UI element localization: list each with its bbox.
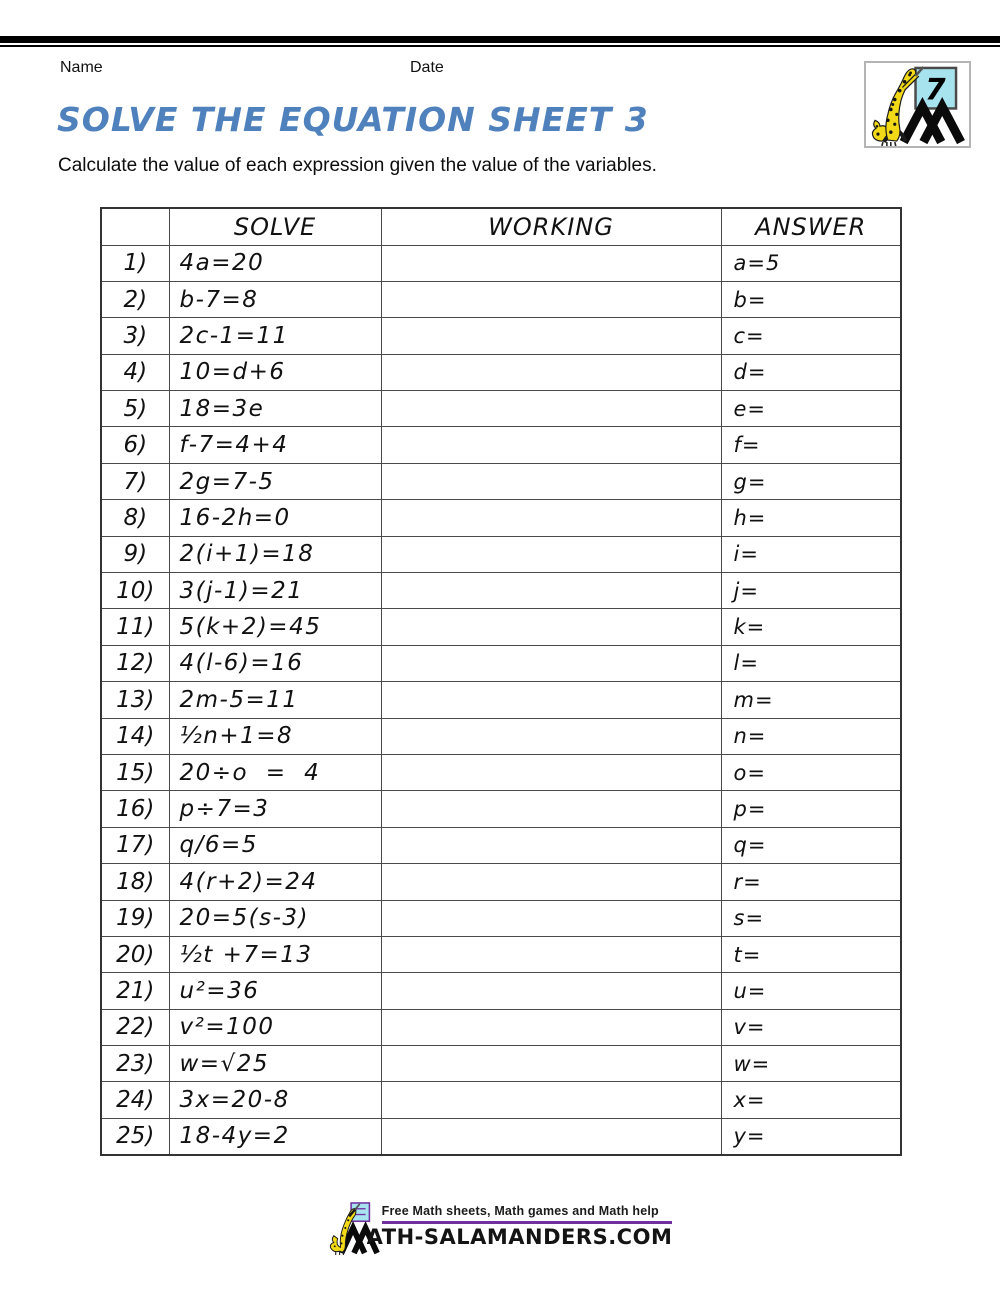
footer: [0, 1200, 1000, 1256]
row-number: 4): [101, 354, 169, 390]
equation-cell: 20÷o = 4: [169, 754, 381, 790]
top-rule: [0, 36, 1000, 47]
row-number: 13): [101, 682, 169, 718]
row-number: 16): [101, 791, 169, 827]
equation-cell: 4(r+2)=24: [169, 864, 381, 900]
answer-cell: f=: [721, 427, 901, 463]
row-number: 12): [101, 645, 169, 681]
equation-cell: 2m-5=11: [169, 682, 381, 718]
answer-cell: m=: [721, 682, 901, 718]
working-cell: [381, 936, 721, 972]
working-cell: [381, 973, 721, 1009]
row-number: 23): [101, 1046, 169, 1082]
equation-cell: b-7=8: [169, 281, 381, 317]
equation-row: [101, 864, 901, 900]
equation-cell: w=√25: [169, 1046, 381, 1082]
site-logo: [864, 61, 971, 148]
corner-cell: [101, 208, 169, 245]
answer-cell: b=: [721, 281, 901, 317]
answer-cell: r=: [721, 864, 901, 900]
equation-cell: 18-4y=2: [169, 1118, 381, 1154]
working-cell: [381, 718, 721, 754]
answer-cell: c=: [721, 318, 901, 354]
equation-row: [101, 245, 901, 281]
working-cell: [381, 827, 721, 863]
logo-m-icon: [904, 106, 961, 142]
equation-row: [101, 573, 901, 609]
footer-text: [364, 1200, 673, 1249]
row-number: 11): [101, 609, 169, 645]
equation-cell: u²=36: [169, 973, 381, 1009]
row-number: 22): [101, 1009, 169, 1045]
answer-cell: g=: [721, 463, 901, 499]
row-number: 25): [101, 1118, 169, 1154]
answer-cell: v=: [721, 1009, 901, 1045]
working-cell: [381, 900, 721, 936]
equation-cell: 4(l-6)=16: [169, 645, 381, 681]
equation-cell: 2c-1=11: [169, 318, 381, 354]
equation-row: [101, 973, 901, 1009]
answer-cell: o=: [721, 754, 901, 790]
logo-number: 7: [924, 71, 946, 107]
equation-row: [101, 536, 901, 572]
equation-row: [101, 645, 901, 681]
answer-cell: j=: [721, 573, 901, 609]
equation-cell: v²=100: [169, 1009, 381, 1045]
date-label: Date: [410, 59, 444, 76]
working-cell: [381, 281, 721, 317]
answer-cell: n=: [721, 718, 901, 754]
equation-row: [101, 827, 901, 863]
answer-cell: l=: [721, 645, 901, 681]
working-cell: [381, 1046, 721, 1082]
answer-cell: t=: [721, 936, 901, 972]
footer-underline: [382, 1221, 673, 1224]
equation-row: [101, 754, 901, 790]
row-number: 8): [101, 500, 169, 536]
equation-row: [101, 281, 901, 317]
working-cell: [381, 536, 721, 572]
equation-cell: p÷7=3: [169, 791, 381, 827]
equation-row: [101, 936, 901, 972]
row-number: 9): [101, 536, 169, 572]
row-number: 5): [101, 391, 169, 427]
table-header-row: [101, 208, 901, 245]
answer-cell: i=: [721, 536, 901, 572]
answer-cell: k=: [721, 609, 901, 645]
salamander-toes: [882, 142, 896, 146]
equation-row: [101, 1082, 901, 1118]
column-header-solve: SOLVE: [169, 208, 381, 245]
row-number: 2): [101, 281, 169, 317]
row-number: 3): [101, 318, 169, 354]
equation-cell: 4a=20: [169, 245, 381, 281]
footer-wordmark: ATH-SALAMANDERS.COM: [366, 1225, 673, 1249]
equation-row: [101, 354, 901, 390]
working-cell: [381, 500, 721, 536]
equation-row: [101, 318, 901, 354]
working-cell: [381, 463, 721, 499]
row-number: 15): [101, 754, 169, 790]
row-number: 18): [101, 864, 169, 900]
equation-row: [101, 1118, 901, 1154]
equation-cell: 20=5(s-3): [169, 900, 381, 936]
answer-cell: q=: [721, 827, 901, 863]
equation-row: [101, 900, 901, 936]
row-number: 7): [101, 463, 169, 499]
equation-row: [101, 609, 901, 645]
site-logo-graphic: [866, 63, 969, 146]
equation-row: [101, 427, 901, 463]
equation-cell: 5(k+2)=45: [169, 609, 381, 645]
footer-logo-group: [328, 1200, 673, 1256]
equation-row: [101, 500, 901, 536]
column-header-working: WORKING: [381, 208, 721, 245]
working-cell: [381, 318, 721, 354]
working-cell: [381, 864, 721, 900]
row-number: 17): [101, 827, 169, 863]
equation-cell: 2(i+1)=18: [169, 536, 381, 572]
answer-cell: a=5: [721, 245, 901, 281]
name-label: Name: [60, 59, 103, 76]
instruction-text: Calculate the value of each expression given the value of the variables.: [58, 155, 657, 176]
row-number: 10): [101, 573, 169, 609]
answer-cell: x=: [721, 1082, 901, 1118]
equation-cell: 16-2h=0: [169, 500, 381, 536]
answer-cell: y=: [721, 1118, 901, 1154]
answer-cell: e=: [721, 391, 901, 427]
footer-tagline: Free Math sheets, Math games and Math help: [381, 1204, 659, 1218]
equation-row: [101, 791, 901, 827]
equation-cell: 3x=20-8: [169, 1082, 381, 1118]
answer-cell: p=: [721, 791, 901, 827]
row-number: 6): [101, 427, 169, 463]
row-number: 14): [101, 718, 169, 754]
column-header-answer: ANSWER: [721, 208, 901, 245]
working-cell: [381, 1118, 721, 1154]
page-title: SOLVE THE EQUATION SHEET 3: [57, 100, 649, 139]
working-cell: [381, 354, 721, 390]
working-cell: [381, 573, 721, 609]
working-cell: [381, 754, 721, 790]
working-cell: [381, 609, 721, 645]
equation-row: [101, 1046, 901, 1082]
top-rule-thick: [0, 36, 1000, 43]
equation-row: [101, 1009, 901, 1045]
equation-row: [101, 391, 901, 427]
row-number: 21): [101, 973, 169, 1009]
answer-cell: d=: [721, 354, 901, 390]
equation-cell: q/6=5: [169, 827, 381, 863]
row-number: 1): [101, 245, 169, 281]
equation-cell: 2g=7-5: [169, 463, 381, 499]
equation-table: [100, 207, 902, 1156]
working-cell: [381, 682, 721, 718]
equation-row: [101, 718, 901, 754]
equation-cell: 18=3e: [169, 391, 381, 427]
equation-row: [101, 682, 901, 718]
working-cell: [381, 791, 721, 827]
equation-cell: ½n+1=8: [169, 718, 381, 754]
top-rule-thin: [0, 45, 1000, 47]
equation-cell: 3(j-1)=21: [169, 573, 381, 609]
working-cell: [381, 1009, 721, 1045]
row-number: 20): [101, 936, 169, 972]
working-cell: [381, 645, 721, 681]
working-cell: [381, 427, 721, 463]
answer-cell: u=: [721, 973, 901, 1009]
row-number: 24): [101, 1082, 169, 1118]
answer-cell: s=: [721, 900, 901, 936]
answer-cell: w=: [721, 1046, 901, 1082]
answer-cell: h=: [721, 500, 901, 536]
equation-table-body: [101, 245, 901, 1155]
equation-row: [101, 463, 901, 499]
working-cell: [381, 391, 721, 427]
working-cell: [381, 245, 721, 281]
working-cell: [381, 1082, 721, 1118]
equation-cell: f-7=4+4: [169, 427, 381, 463]
equation-cell: ½t +7=13: [169, 936, 381, 972]
row-number: 19): [101, 900, 169, 936]
equation-cell: 10=d+6: [169, 354, 381, 390]
